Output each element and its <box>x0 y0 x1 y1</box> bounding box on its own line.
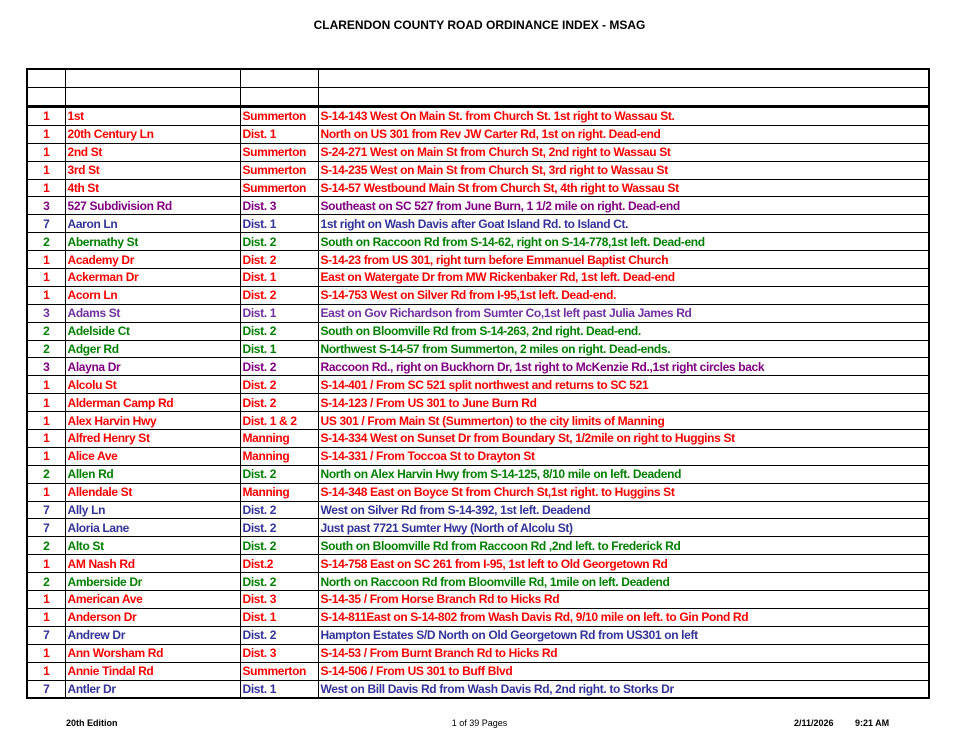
table-row <box>27 591 929 609</box>
table-row <box>27 179 929 197</box>
road-name: American Ave <box>65 591 240 609</box>
footer-edition: 20th Edition <box>66 718 118 728</box>
district: Dist. 1 <box>240 680 318 698</box>
row-number: 7 <box>27 215 65 233</box>
directions: Raccoon Rd., right on Buckhorn Dr, 1st right to McKenzie Rd.,1st right circles back <box>318 358 929 376</box>
table-row <box>27 215 929 233</box>
road-name: Adelside Ct <box>65 322 240 340</box>
table-row <box>27 412 929 430</box>
row-number: 1 <box>27 555 65 573</box>
directions: S-14-23 from US 301, right turn before Emmanuel Baptist Church <box>318 251 929 269</box>
table-row <box>27 573 929 591</box>
table-row <box>27 269 929 287</box>
table-row <box>27 358 929 376</box>
row-number: 1 <box>27 608 65 626</box>
table-row <box>27 107 929 126</box>
row-number: 1 <box>27 376 65 394</box>
directions: S-14-123 / From US 301 to June Burn Rd <box>318 394 929 412</box>
row-number: 3 <box>27 304 65 322</box>
district: Dist. 2 <box>240 394 318 412</box>
district: Dist. 1 <box>240 269 318 287</box>
directions: West on Bill Davis Rd from Wash Davis Rd, 2nd right. to Storks Dr <box>318 680 929 698</box>
row-number: 1 <box>27 125 65 143</box>
directions: Northwest S-14-57 from Summerton, 2 miles on right. Dead-ends. <box>318 340 929 358</box>
row-number: 2 <box>27 340 65 358</box>
row-number: 1 <box>27 269 65 287</box>
table-row <box>27 483 929 501</box>
table-row <box>27 286 929 304</box>
table-row <box>27 376 929 394</box>
directions: S-14-811East on S-14-802 from Wash Davis Rd, 9/10 mile on left. to Gin Pond Rd <box>318 608 929 626</box>
directions: S-14-57 Westbound Main St from Church St, 4th right to Wassau St <box>318 179 929 197</box>
directions: Hampton Estates S/D North on Old Georgetown Rd from US301 on left <box>318 626 929 644</box>
district: Dist. 2 <box>240 322 318 340</box>
road-name: Ally Ln <box>65 501 240 519</box>
road-name: Andrew Dr <box>65 626 240 644</box>
road-name: 4th St <box>65 179 240 197</box>
road-name: Alcolu St <box>65 376 240 394</box>
district: Dist. 2 <box>240 286 318 304</box>
district: Dist. 3 <box>240 197 318 215</box>
road-name: AM Nash Rd <box>65 555 240 573</box>
road-name: Aloria Lane <box>65 519 240 537</box>
row-number: 1 <box>27 161 65 179</box>
road-name: Alayna Dr <box>65 358 240 376</box>
district: Dist. 2 <box>240 626 318 644</box>
road-name: 527 Subdivision Rd <box>65 197 240 215</box>
directions: East on Watergate Dr from MW Rickenbaker Rd, 1st left. Dead-end <box>318 269 929 287</box>
district: Dist. 2 <box>240 233 318 251</box>
table-row <box>27 430 929 448</box>
table-row <box>27 340 929 358</box>
row-number: 1 <box>27 447 65 465</box>
footer-time: 9:21 AM <box>855 718 890 728</box>
road-name: 2nd St <box>65 143 240 161</box>
table-row <box>27 519 929 537</box>
district: Dist. 2 <box>240 501 318 519</box>
district: Dist. 2 <box>240 537 318 555</box>
table-row <box>27 197 929 215</box>
road-name: Ackerman Dr <box>65 269 240 287</box>
district: Dist. 2 <box>240 376 318 394</box>
district: Dist. 1 <box>240 304 318 322</box>
table-row <box>27 233 929 251</box>
directions: North on Alex Harvin Hwy from S-14-125, 8/10 mile on left. Deadend <box>318 465 929 483</box>
district: Dist. 3 <box>240 591 318 609</box>
row-number: 1 <box>27 412 65 430</box>
footer-date: 2/11/2026 <box>794 718 834 728</box>
road-name: Abernathy St <box>65 233 240 251</box>
district: Summerton <box>240 161 318 179</box>
district: Dist. 1 <box>240 340 318 358</box>
table-row <box>27 662 929 680</box>
district: Dist. 1 <box>240 215 318 233</box>
directions: S-14-331 / From Toccoa St to Drayton St <box>318 447 929 465</box>
road-name: Annie Tindal Rd <box>65 662 240 680</box>
district: Summerton <box>240 662 318 680</box>
row-number: 1 <box>27 143 65 161</box>
directions: US 301 / From Main St (Summerton) to the city limits of Manning <box>318 412 929 430</box>
directions: Southeast on SC 527 from June Burn, 1 1/2 mile on right. Dead-end <box>318 197 929 215</box>
directions: S-14-758 East on SC 261 from I-95, 1st left to Old Georgetown Rd <box>318 555 929 573</box>
header-row <box>27 69 929 88</box>
road-name: Alto St <box>65 537 240 555</box>
district: Dist. 3 <box>240 644 318 662</box>
footer-page-count: 1 of 39 Pages <box>451 718 508 728</box>
district: Summerton <box>240 107 318 126</box>
row-number: 2 <box>27 233 65 251</box>
table-row <box>27 644 929 662</box>
road-name: Aaron Ln <box>65 215 240 233</box>
road-name: Alfred Henry St <box>65 430 240 448</box>
directions: S-14-348 East on Boyce St from Church St,1st right. to Huggins St <box>318 483 929 501</box>
row-number: 7 <box>27 519 65 537</box>
directions: S-14-506 / From US 301 to Buff Blvd <box>318 662 929 680</box>
row-number: 1 <box>27 179 65 197</box>
row-number: 1 <box>27 591 65 609</box>
table-row <box>27 608 929 626</box>
district: Dist.2 <box>240 555 318 573</box>
directions: S-14-53 / From Burnt Branch Rd to Hicks Rd <box>318 644 929 662</box>
road-index-table <box>26 68 930 699</box>
row-number: 7 <box>27 626 65 644</box>
road-name: Adger Rd <box>65 340 240 358</box>
road-name: Antler Dr <box>65 680 240 698</box>
directions: South on Bloomville Rd from S-14-263, 2nd right. Dead-end. <box>318 322 929 340</box>
directions: North on US 301 from Rev JW Carter Rd, 1st on right. Dead-end <box>318 125 929 143</box>
road-name: 20th Century Ln <box>65 125 240 143</box>
road-name: Adams St <box>65 304 240 322</box>
district: Summerton <box>240 143 318 161</box>
row-number: 2 <box>27 537 65 555</box>
row-number: 1 <box>27 662 65 680</box>
district: Dist. 1 & 2 <box>240 412 318 430</box>
table-row <box>27 304 929 322</box>
table-row <box>27 501 929 519</box>
district: Dist. 2 <box>240 465 318 483</box>
table-row <box>27 125 929 143</box>
district: Manning <box>240 483 318 501</box>
road-name: Allendale St <box>65 483 240 501</box>
district: Manning <box>240 447 318 465</box>
table-row <box>27 555 929 573</box>
directions: West on Silver Rd from S-14-392, 1st left. Deadend <box>318 501 929 519</box>
directions: S-14-235 West on Main St from Church St, 3rd right to Wassau St <box>318 161 929 179</box>
row-number: 2 <box>27 322 65 340</box>
road-name: Alex Harvin Hwy <box>65 412 240 430</box>
table-row <box>27 251 929 269</box>
row-number: 2 <box>27 573 65 591</box>
row-number: 1 <box>27 394 65 412</box>
directions: S-14-143 West On Main St. from Church St. 1st right to Wassau St. <box>318 107 929 126</box>
row-number: 7 <box>27 680 65 698</box>
road-name: Allen Rd <box>65 465 240 483</box>
district: Dist. 2 <box>240 251 318 269</box>
directions: South on Bloomville Rd from Raccoon Rd ,2nd left. to Frederick Rd <box>318 537 929 555</box>
directions: S-14-401 / From SC 521 split northwest and returns to SC 521 <box>318 376 929 394</box>
road-name: Amberside Dr <box>65 573 240 591</box>
directions: S-14-334 West on Sunset Dr from Boundary St, 1/2mile on right to Huggins St <box>318 430 929 448</box>
row-number: 7 <box>27 501 65 519</box>
table-row <box>27 161 929 179</box>
district: Manning <box>240 430 318 448</box>
directions: Just past 7721 Sumter Hwy (North of Alcolu St) <box>318 519 929 537</box>
road-name: Alderman Camp Rd <box>65 394 240 412</box>
directions: S-24-271 West on Main St from Church St, 2nd right to Wassau St <box>318 143 929 161</box>
directions: S-14-753 West on Silver Rd from I-95,1st left. Dead-end. <box>318 286 929 304</box>
road-name: Academy Dr <box>65 251 240 269</box>
road-name: 3rd St <box>65 161 240 179</box>
row-number: 1 <box>27 107 65 126</box>
directions: S-14-35 / From Horse Branch Rd to Hicks Rd <box>318 591 929 609</box>
district: Dist. 1 <box>240 125 318 143</box>
road-name: Alice Ave <box>65 447 240 465</box>
table-row <box>27 537 929 555</box>
row-number: 1 <box>27 483 65 501</box>
road-name: Ann Worsham Rd <box>65 644 240 662</box>
district: Dist. 1 <box>240 608 318 626</box>
row-number: 1 <box>27 430 65 448</box>
directions: South on Raccoon Rd from S-14-62, right on S-14-778,1st left. Dead-end <box>318 233 929 251</box>
road-name: Acorn Ln <box>65 286 240 304</box>
district: Dist. 2 <box>240 358 318 376</box>
row-number: 2 <box>27 465 65 483</box>
district: Dist. 2 <box>240 573 318 591</box>
road-name: Anderson Dr <box>65 608 240 626</box>
table-row <box>27 394 929 412</box>
directions: North on Raccoon Rd from Bloomville Rd, 1mile on left. Deadend <box>318 573 929 591</box>
table-row <box>27 465 929 483</box>
row-number: 1 <box>27 644 65 662</box>
table-row <box>27 143 929 161</box>
row-number: 3 <box>27 197 65 215</box>
table-row <box>27 680 929 698</box>
table-row <box>27 626 929 644</box>
directions: 1st right on Wash Davis after Goat Island Rd. to Island Ct. <box>318 215 929 233</box>
table-row <box>27 447 929 465</box>
road-name: 1st <box>65 107 240 126</box>
table-row <box>27 322 929 340</box>
directions: East on Gov Richardson from Sumter Co,1st left past Julia James Rd <box>318 304 929 322</box>
row-number: 3 <box>27 358 65 376</box>
header-row <box>27 88 929 107</box>
district: Dist. 2 <box>240 519 318 537</box>
row-number: 1 <box>27 251 65 269</box>
row-number: 1 <box>27 286 65 304</box>
district: Summerton <box>240 179 318 197</box>
page-title: CLARENDON COUNTY ROAD ORDINANCE INDEX - MSAG <box>313 18 646 32</box>
